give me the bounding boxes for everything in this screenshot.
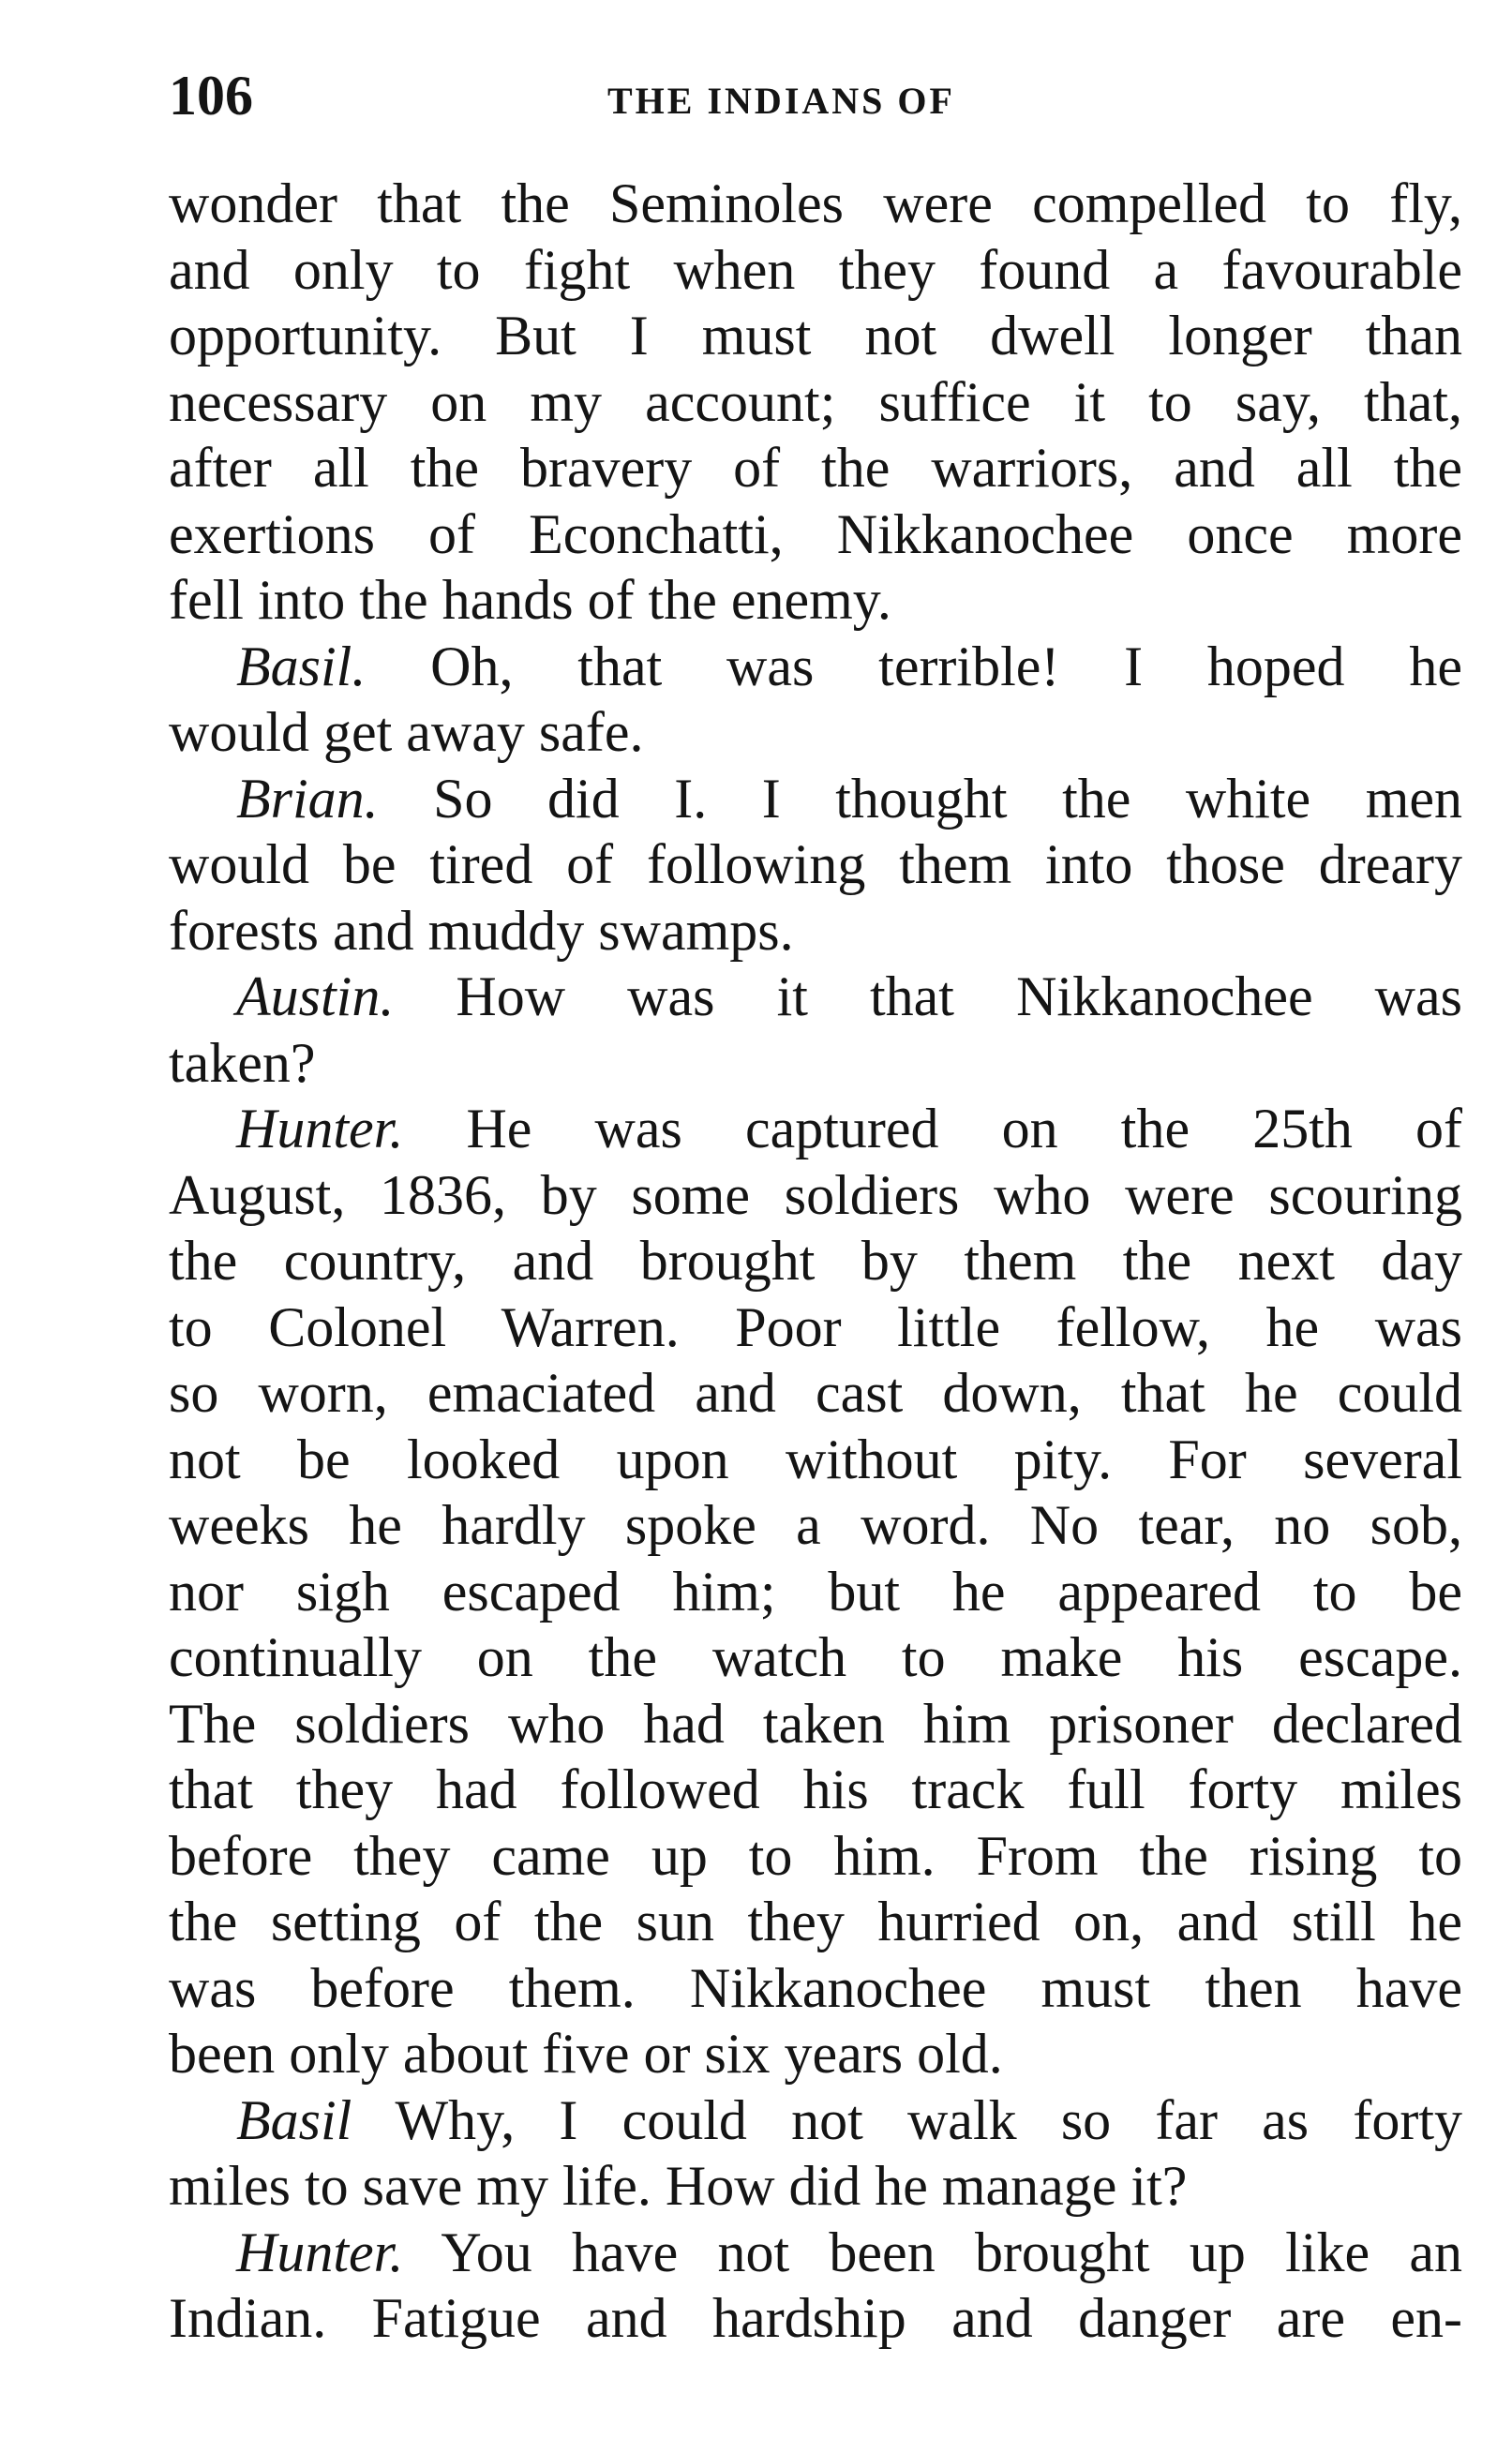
text-line: wonder that the Seminoles were compelled to fly, xyxy=(169,172,1462,234)
page-number: 106 xyxy=(169,65,253,127)
text-line: would get away safe. xyxy=(169,701,644,763)
speaker-name: Basil xyxy=(236,2088,352,2151)
text-line: taken? xyxy=(169,1031,316,1094)
text-line: Indian. Fatigue and hardship and danger are en- xyxy=(169,2287,1462,2349)
page-header xyxy=(169,58,1481,133)
text-line: miles to save my life. How did he manage it? xyxy=(169,2155,1188,2217)
text-line: after all the bravery of the warriors, and all the xyxy=(169,437,1462,499)
text-line: exertions of Econchatti, Nikkanochee once more xyxy=(169,502,1462,565)
text-line: not be looked upon without pity. For several xyxy=(169,1428,1462,1490)
speaker-name: Brian. xyxy=(236,767,379,830)
text-line: was before them. Nikkanochee must then have xyxy=(169,1956,1462,2019)
dialogue-line: Basil. Oh, that was terrible! I hoped he xyxy=(236,635,1462,697)
speaker-name: Hunter. xyxy=(236,2221,404,2283)
body-text xyxy=(169,171,1462,2352)
text-line: necessary on my account; suffice it to say, that, xyxy=(169,370,1462,433)
text-line: to Colonel Warren. Poor little fellow, he was xyxy=(169,1295,1462,1358)
text-line: the setting of the sun they hurried on, and still he xyxy=(169,1891,1462,1952)
text-line: nor sigh escaped him; but he appeared to be xyxy=(169,1560,1462,1623)
speaker-name: Basil. xyxy=(236,635,367,697)
running-head: THE INDIANS OF xyxy=(607,80,955,122)
text-line: that they had followed his track full forty miles xyxy=(169,1758,1462,1820)
dialogue-line: Brian. So did I. I thought the white men xyxy=(236,767,1462,830)
text-line: opportunity. But I must not dwell longer than xyxy=(169,305,1462,366)
dialogue-line: Hunter. He was captured on the 25th of xyxy=(236,1098,1462,1159)
text-line: so worn, emaciated and cast down, that he could xyxy=(169,1362,1462,1424)
text-line: August, 1836, by some soldiers who were scouring xyxy=(169,1163,1462,1226)
text-line: before they came up to him. From the rising to xyxy=(169,1824,1462,1887)
speaker-name: Hunter. xyxy=(236,1098,404,1159)
speaker-name: Austin. xyxy=(236,965,395,1027)
text-line: would be tired of following them into those dreary xyxy=(169,833,1462,895)
text-line: weeks he hardly spoke a word. No tear, no sob, xyxy=(169,1494,1462,1556)
text-line: forests and muddy swamps. xyxy=(169,899,794,962)
text-line: the country, and brought by them the next day xyxy=(169,1230,1462,1292)
text-line: fell into the hands of the enemy. xyxy=(169,569,891,631)
dialogue-line: Hunter. You have not been brought up like an xyxy=(236,2221,1462,2283)
text-line: and only to fight when they found a favourable xyxy=(169,238,1462,301)
text-line: been only about five or six years old. xyxy=(169,2023,1003,2085)
dialogue-line: Basil Why, I could not walk so far as forty xyxy=(236,2088,1462,2151)
text-line: The soldiers who had taken him prisoner declared xyxy=(169,1692,1462,1755)
dialogue-line: Austin. How was it that Nikkanochee was xyxy=(236,965,1462,1027)
text-line: continually on the watch to make his escape. xyxy=(169,1626,1462,1688)
